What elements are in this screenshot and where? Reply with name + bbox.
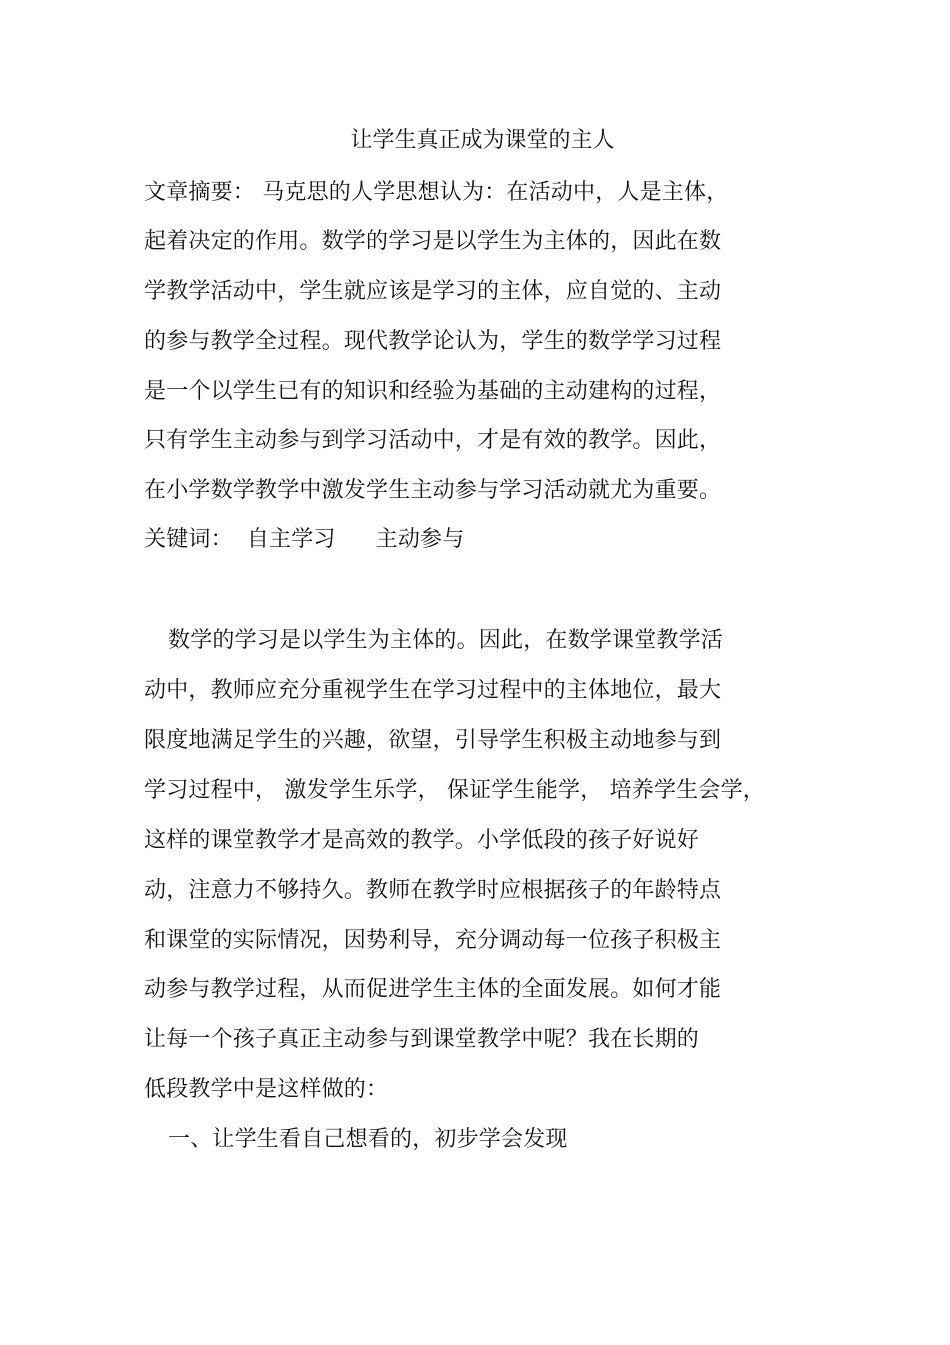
body-line: 学习过程中， 激发学生乐学， 保证学生能学， 培养学生会学， (144, 778, 765, 803)
keyword: 自主学习 (246, 527, 336, 552)
abstract-line: 是一个以学生已有的知识和经验为基础的主动建构的过程， (144, 379, 722, 404)
section-heading: 一、让学生看自己想看的，初步学会发现 (168, 1127, 568, 1152)
abstract-line: 学教学活动中，学生就应该是学习的主体，应自觉的、主动 (144, 279, 722, 304)
body-line: 这样的课堂教学才是高效的教学。小学低段的孩子好说好 (144, 828, 700, 853)
keywords-label: 关键词： (144, 527, 233, 552)
body-line: 动，注意力不够持久。教师在教学时应根据孩子的年龄特点 (144, 878, 722, 903)
abstract-line: 起着决定的作用。数学的学习是以学生为主体的，因此在数 (144, 229, 722, 254)
abstract-line: 只有学生主动参与到学习活动中，才是有效的教学。因此， (144, 428, 722, 453)
body-line: 数学的学习是以学生为主体的。因此，在数学课堂教学活 (168, 628, 724, 653)
abstract-line: 的参与教学全过程。现代教学论认为，学生的数学学习过程 (144, 329, 722, 354)
abstract-line: 文章摘要： 马克思的人学思想认为：在活动中，人是主体， (144, 180, 729, 205)
keyword: 主动参与 (375, 527, 465, 552)
body-line: 动参与教学过程，从而促进学生主体的全面发展。如何才能 (144, 977, 722, 1002)
body-line: 和课堂的实际情况，因势利导，充分调动每一位孩子积极主 (144, 928, 722, 953)
document-title: 让学生真正成为课堂的主人 (350, 128, 615, 153)
body-line: 限度地满足学生的兴趣，欲望，引导学生积极主动地参与到 (144, 728, 722, 753)
abstract-line: 在小学数学教学中激发学生主动参与学习活动就尤为重要。 (144, 478, 722, 503)
keywords-line (144, 525, 464, 555)
body-line: 动中，教师应充分重视学生在学习过程中的主体地位，最大 (144, 678, 722, 703)
body-line: 低段教学中是这样做的： (144, 1077, 389, 1102)
body-line: 让每一个孩子真正主动参与到课堂教学中呢？我在长期的 (144, 1027, 700, 1052)
